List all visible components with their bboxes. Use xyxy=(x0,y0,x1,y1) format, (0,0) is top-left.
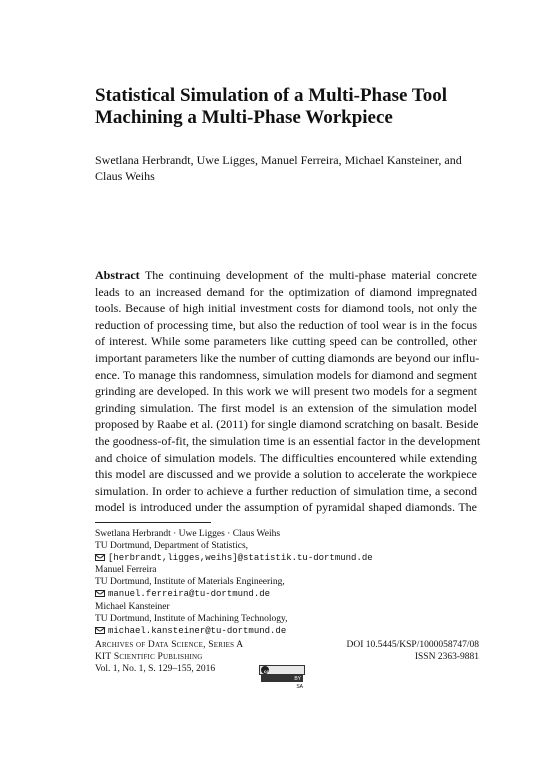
authors-line: Claus Weihs xyxy=(95,169,155,183)
abstract-text: The continuing development of the multi-phase material concrete xyxy=(139,268,477,282)
abstract-line: grinding are developed. In this work we will present two models for a segment xyxy=(95,384,477,399)
author-list xyxy=(95,152,495,184)
abstract-line: the goodness-of-fit, the simulation time is an essential factor in the development xyxy=(95,433,481,448)
cc-icon: cc xyxy=(261,666,269,674)
abstract-line: simulation. In order to achieve a further reduction of simulation time, a second xyxy=(95,483,477,498)
footnote-rule xyxy=(95,522,211,523)
abstract-line: model is introduced under the assumption of pyramidal shaped diamonds. The xyxy=(95,500,477,515)
volume-info: Vol. 1, No. 1, S. 129–155, 2016 xyxy=(95,663,216,674)
abstract-line: of interest. While some parameters like cutting speed can be controlled, other xyxy=(95,334,477,349)
abstract-line: reduction of processing time, but also the reduction of tool wear is in the focus xyxy=(95,317,477,332)
doi-info xyxy=(259,640,479,690)
abstract-line: proposed by Raabe et al. (2011) for single diamond scratching on basalt. Beside xyxy=(95,417,479,432)
license-row xyxy=(259,665,479,690)
doi-text[interactable]: DOI 10.5445/KSP/1000058747/08 xyxy=(346,640,479,650)
abstract-label: Abstract xyxy=(95,268,140,282)
email-link[interactable]: michael.kansteiner@tu-dortmund.de xyxy=(108,625,287,636)
envelope-icon xyxy=(95,627,105,634)
affiliation-names: Swetlana Herbrandt · Uwe Ligges · Claus Weihs xyxy=(95,529,281,539)
affiliation-institute: TU Dortmund, Department of Statistics, xyxy=(95,541,249,552)
abstract-line: ence. To manage this randomness, simulation models for diamond and segment xyxy=(95,367,477,382)
title-line: Machining a Multi-Phase Workpiece xyxy=(95,107,393,128)
cc-license-badge[interactable] xyxy=(259,665,305,690)
affiliation-institute: TU Dortmund, Institute of Materials Engineering, xyxy=(95,577,285,588)
affiliation-name: Manuel Ferreira xyxy=(95,565,157,576)
abstract-line: and choice of simulation models. The difficulties encountered while extending xyxy=(95,450,477,465)
issn-text: ISSN 2363-9881 xyxy=(414,651,479,662)
abstract-line: this model are discussed and we provide a solution to accelerate the workpiece xyxy=(95,467,477,482)
email-link[interactable]: [herbrandt,ligges,weihs]@statistik.tu-dortmund.de xyxy=(108,553,373,564)
abstract-line: leads to an increased demand for the optimization of diamond impregnated xyxy=(95,284,477,299)
paper-title xyxy=(95,85,475,129)
sa-label: SA xyxy=(296,683,303,690)
email-row xyxy=(95,588,495,600)
affiliations xyxy=(95,528,495,637)
envelope-icon xyxy=(95,554,105,561)
abstract-line xyxy=(95,267,477,284)
by-label: BY xyxy=(261,674,303,682)
title-line: Statistical Simulation of a Multi-Phase Tool xyxy=(95,85,448,106)
authors-line: Swetlana Herbrandt, Uwe Ligges, Manuel Ferreira, Michael Kansteiner, and xyxy=(95,153,462,167)
email-row xyxy=(95,552,495,564)
abstract-section xyxy=(95,267,481,516)
email-link[interactable]: manuel.ferreira@tu-dortmund.de xyxy=(108,589,271,600)
email-row xyxy=(95,625,495,637)
abstract-line: grinding simulation. The first model is an extension of the simulation model xyxy=(95,400,477,415)
abstract-line: tools. Because of high initial investment costs for diamond tools, not only the xyxy=(95,301,477,316)
abstract-line: important parameters like the number of cutting diamonds are beyond our influ- xyxy=(95,350,480,365)
journal-name: Archives of Data Science, Series A xyxy=(95,640,244,650)
affiliation-institute: TU Dortmund, Institute of Machining Technology, xyxy=(95,613,288,624)
envelope-icon xyxy=(95,590,105,597)
affiliation-name: Michael Kansteiner xyxy=(95,601,170,612)
publisher-name: KIT Scientific Publishing xyxy=(95,651,203,662)
